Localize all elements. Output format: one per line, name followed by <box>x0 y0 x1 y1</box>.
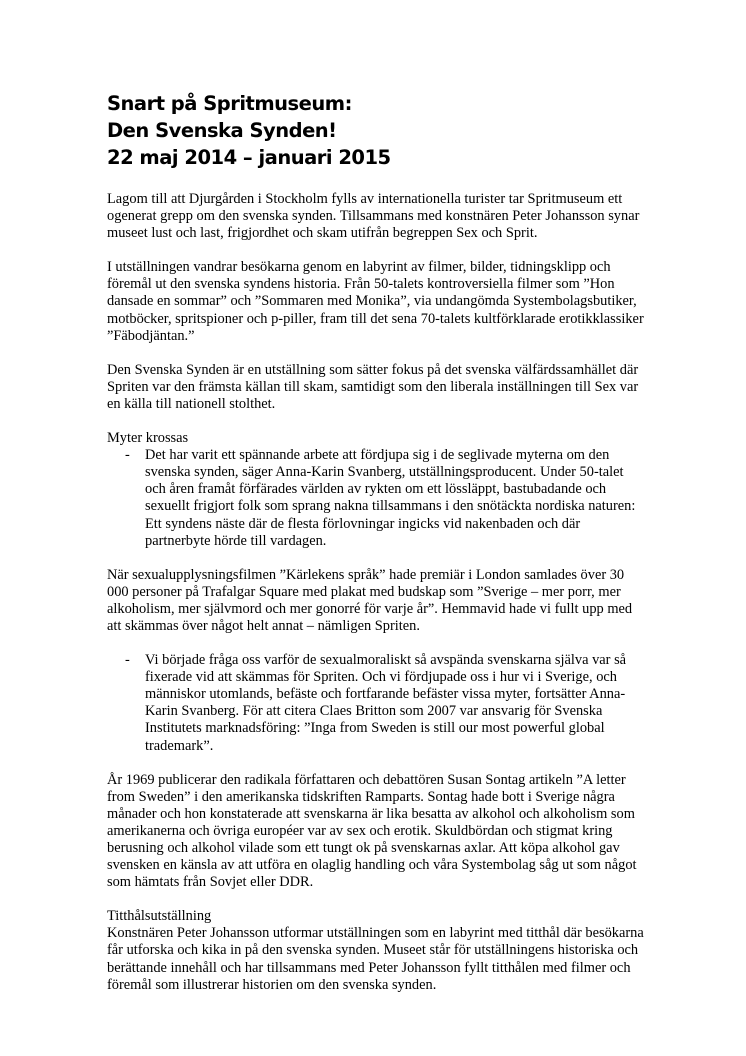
quote-list-2 <box>107 652 647 755</box>
quote-item: - Det har varit ett spännande arbete att fördjupa sig i de seglivade myterna om den svenska synden, säger Anna-Karin Svanberg, utställningsproducent. Under 50-talet och åren framåt förfärades världen av rykten om ett lössläppt, bastubadande och sexuellt frigjort folk som sprang nakna tillsammans i den snötäckta nordiska naturen: Ett syndens näste där de flesta förlovningar ingicks vid nakenbaden och där partnerbyte hörde till vardagen. <box>145 447 647 550</box>
section-heading-peephole: Titthålsutställning <box>107 908 212 925</box>
london-paragraph: När sexualupplysningsfilmen ”Kärlekens språk” hade premiär i London samlades över 30 000 personer på Trafalgar Square med plakat med budskap som ”Sverige – mer porr, mer alkoholism, mer självmord och mer gonorré för varje år”. Hemmavid hade vi fullt upp med att skämmas över något helt annat – nämligen Spriten. <box>107 566 633 634</box>
sontag-paragraph: År 1969 publicerar den radikala författaren och debattören Susan Sontag artikeln ”A letter from Sweden” i den amerikanska tidskriften Ramparts. Sontag hade bott i Sverige några månader och hon konstaterade att svenskarna är lika besatta av alkohol och alkoholism som amerikanerna och övriga européer var av sex och erotik. Skuldbördan och stigmat kring berusning och alkohol vilade som ett tungt ok på svenskarnas axlar. Att köpa alkohol gav svensken en känsla av att utföra en olaglig handling och våra Systembolag såg ut som något som hämtats från Sovjet eller DDR. <box>107 771 637 891</box>
exhibition-paragraph: I utställningen vandrar besökarna genom en labyrint av filmer, bilder, tidningsklipp och föremål ut den svenska syndens historia. Från 50-talets kontroversiella filmer som ”Hon dansade en sommar” och ”Sommaren med Monika”, via undangömda Systembolagsbutiker, motböcker, spritspioner och p-piller, fram till det sena 70-talets kultförklarade erotikklassiker ”Fäbodjäntan.” <box>107 259 644 344</box>
section-heading-myths: Myter krossas <box>107 430 189 447</box>
title-line-1: Snart på Spritmuseum: <box>107 92 352 115</box>
press-release <box>107 90 647 994</box>
intro-paragraph: Lagom till att Djurgården i Stockholm fylls av internationella turister tar Spritmuseum ett ogenerat grepp om den svenska synden. Tillsammans med konstnären Peter Johansson synar museet lust och last, frigjordhet och skam utifrån begreppen Sex och Sprit. <box>107 191 640 242</box>
title-line-3: 22 maj 2014 – januari 2015 <box>107 146 391 169</box>
peephole-paragraph: Konstnären Peter Johansson utformar utställningen som en labyrint med titthål där besökarna får utforska och kika in på den svenska synden. Museet står för utställningens historiska och berättande innehåll och har tillsammans med Peter Johansson fyllt titthålen med filmer och föremål som illustrerar historien om den svenska synden. <box>107 925 644 993</box>
focus-paragraph: Den Svenska Synden är en utställning som sätter fokus på det svenska välfärdssamhället där Spriten var den främsta källan till skam, samtidigt som den liberala inställningen till Sex var en källa till nationell stolthet. <box>107 361 639 412</box>
quote-item: - Vi började fråga oss varför de sexualmoraliskt så avspända svenskarna själva var så fixerade vid att skämmas för Spriten. Och vi fördjupade oss i hur vi i Sverige, och människor utomlands, befäste och fortfarande befäster vissa myter, fortsätter Anna-Karin Svanberg. För att citera Claes Britton som 2007 var ansvarig för Svenska Institutets marknadsföring: ”Inga from Sweden is still our most powerful global trademark”. <box>145 652 647 755</box>
page-title <box>107 90 647 171</box>
quote-list-1 <box>107 447 647 550</box>
title-line-2: Den Svenska Synden! <box>107 119 337 142</box>
